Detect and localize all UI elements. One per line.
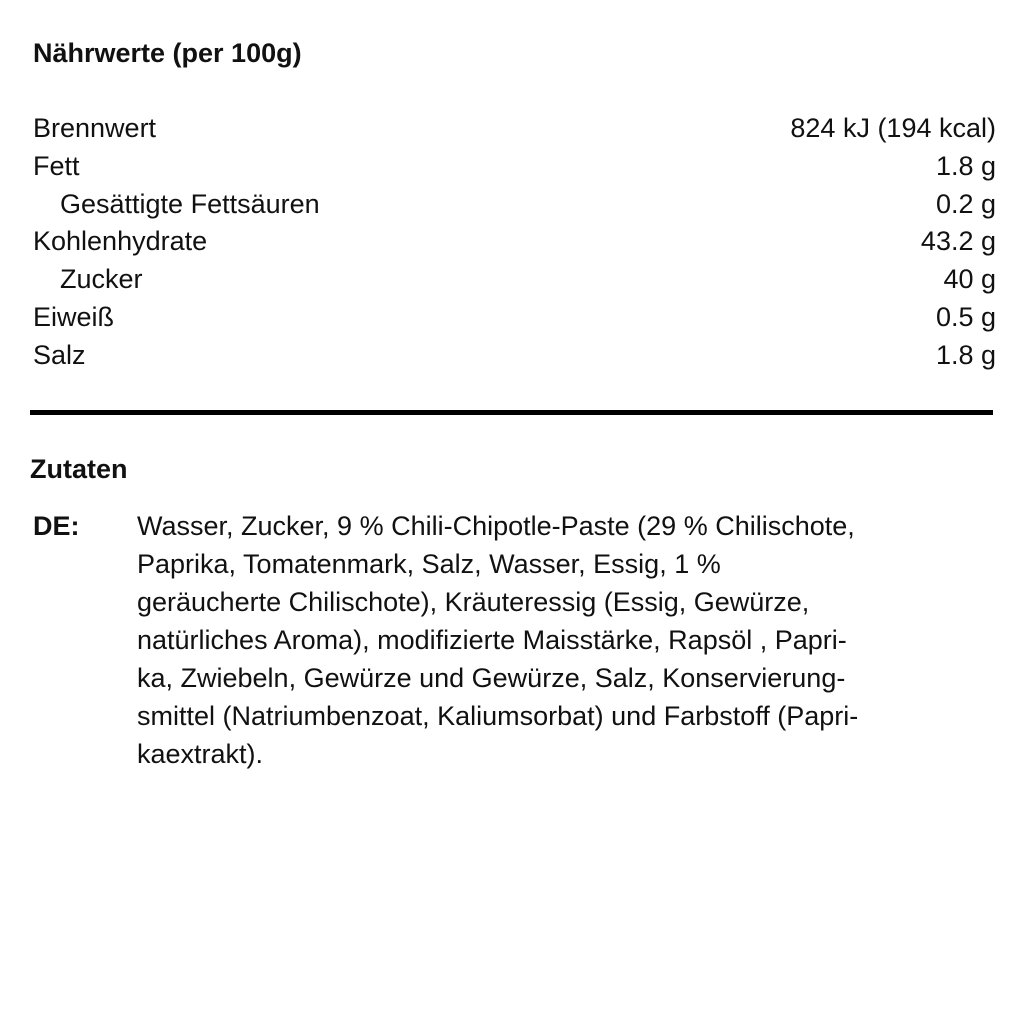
- nutrition-value: 43.2 g: [920, 226, 996, 257]
- nutrition-title: Nährwerte (per 100g): [33, 38, 302, 68]
- nutrition-label: Fett: [33, 150, 80, 181]
- ingredients-line: natürliches Aroma), modifizierte Maisstärke, Rapsöl , Papri-: [137, 625, 847, 655]
- nutrition-row-salt: [33, 337, 996, 375]
- nutrition-label: Brennwert: [33, 113, 157, 143]
- nutrition-label: Zucker: [60, 264, 143, 295]
- ingredients-line: ka, Zwiebeln, Gewürze und Gewürze, Salz, Konservierung-: [137, 663, 846, 693]
- ingredients-title: Zutaten: [30, 454, 128, 484]
- section-divider: [30, 410, 993, 415]
- nutrition-row-fat: [33, 148, 996, 186]
- nutrition-label: Gesättigte Fettsäuren: [60, 188, 320, 219]
- nutrition-row-sugar: [33, 261, 996, 299]
- language-label: DE:: [33, 511, 80, 541]
- ingredients-line: Wasser, Zucker, 9 % Chili-Chipotle-Paste (29 % Chilischote,: [137, 511, 855, 541]
- nutrition-value: 0.5 g: [935, 301, 996, 332]
- ingredients-line: smittel (Natriumbenzoat, Kaliumsorbat) und Farbstoff (Papri-: [137, 701, 859, 731]
- nutrition-table: [33, 110, 996, 375]
- nutrition-value: 824 kJ (194 kcal): [790, 113, 996, 143]
- nutrition-label: Kohlenhydrate: [33, 226, 208, 257]
- nutrition-row-protein: [33, 299, 996, 337]
- ingredients-text: [137, 507, 992, 773]
- nutrition-value: 1.8 g: [935, 339, 996, 370]
- ingredients-line: geräucherte Chilischote), Kräuteressig (Essig, Gewürze,: [137, 587, 810, 617]
- nutrition-label: Eiweiß: [33, 301, 115, 332]
- nutrition-value: 0.2 g: [935, 188, 996, 219]
- nutrition-label: Salz: [33, 339, 86, 370]
- nutrition-row-carbohydrates: [33, 223, 996, 261]
- nutrition-row-energy: [33, 110, 996, 148]
- ingredients-line: kaextrakt).: [137, 739, 264, 769]
- nutrition-value: 40 g: [943, 264, 996, 295]
- ingredients-line: Paprika, Tomatenmark, Salz, Wasser, Essig, 1 %: [137, 549, 721, 579]
- nutrition-value: 1.8 g: [935, 150, 996, 181]
- nutrition-row-saturated-fat: [33, 186, 996, 224]
